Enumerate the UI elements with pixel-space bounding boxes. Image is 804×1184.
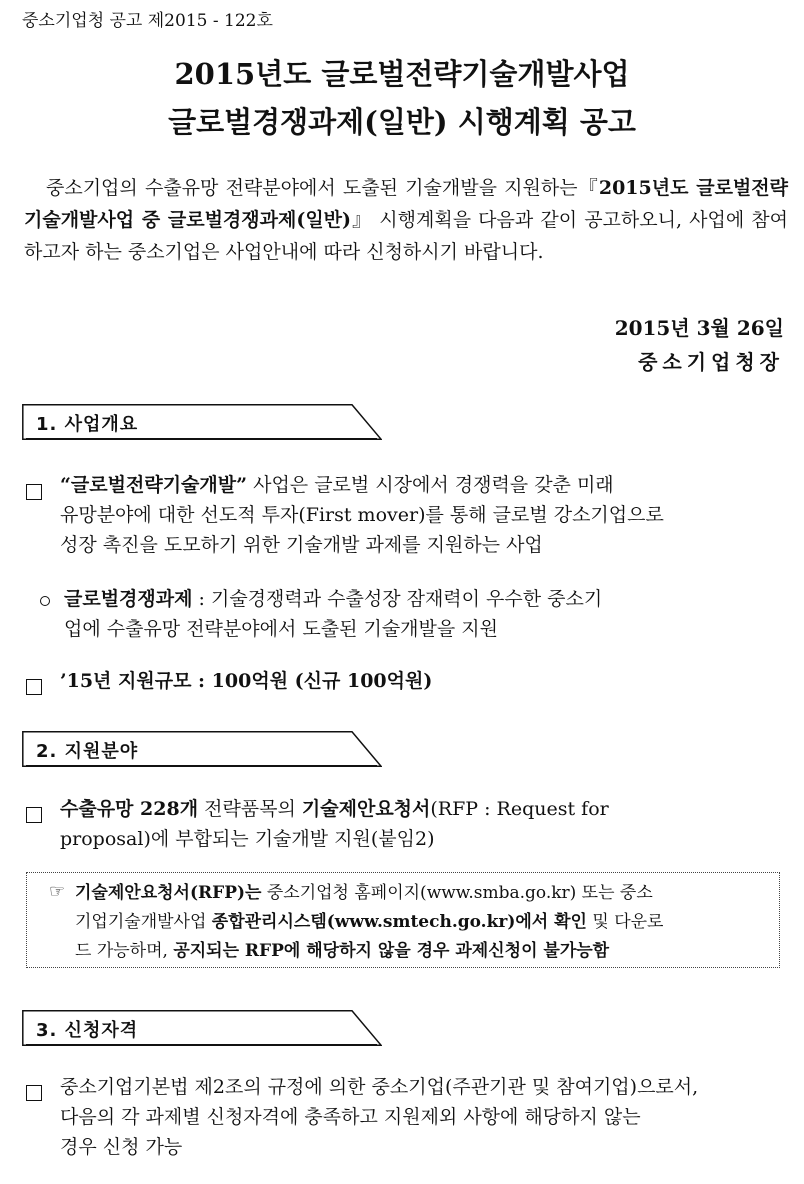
s1-sub-line2: 업에 수출유망 전략분야에서 도출된 기술개발을 지원 [64, 618, 498, 640]
s1-sub-bullet [64, 584, 788, 644]
circle-bullet-icon [40, 596, 50, 606]
s3-line2: 다음의 각 과제별 신청자격에 충족하고 지원제외 사항에 해당하지 않는 [60, 1106, 641, 1128]
s1-b1-line1: 사업은 글로벌 시장에서 경쟁력을 갖춘 미래 [247, 474, 614, 496]
s2-bullet1 [60, 794, 788, 854]
section-label: 1. 사업개요 [36, 414, 139, 435]
section-label: 2. 지원분야 [36, 741, 139, 762]
s2-b1-end: (RFP : Request for [430, 798, 609, 820]
note-line3b: 공지되는 RFP에 해당하지 않을 경우 과제신청이 불가능함 [173, 941, 610, 961]
section-header-2 [22, 731, 382, 767]
note-line3a: 드 가능하며, [75, 941, 174, 961]
s1-bullet1 [60, 470, 788, 560]
pointing-hand-icon: ☞ [49, 881, 66, 902]
s1-sub-line1: : 기술경쟁력과 수출성장 잠재력이 우수한 중소기 [192, 588, 603, 610]
page-title-line1: 2015년도 글로벌전략기술개발사업 [174, 57, 630, 91]
notice-number: 중소기업청 공고 제2015 - 122호 [22, 11, 273, 31]
intro-text-1: 중소기업의 수출유망 전략분야에서 도출된 기술개발을 지원하는『 [46, 177, 599, 199]
note-line2a: 기업기술개발사업 [75, 912, 212, 932]
s1-b1-line2: 유망분야에 대한 선도적 투자(First mover)를 통해 글로벌 강소기업으로 [60, 504, 664, 526]
intro-paragraph [24, 172, 788, 268]
s2-b1-mid: 전략품목의 [198, 798, 302, 820]
s1-b1-line3: 성장 촉진을 도모하기 위한 기술개발 과제를 지원하는 사업 [60, 534, 543, 556]
issuing-org: 중소기업청장 [638, 350, 784, 374]
page-title-line2: 글로벌경쟁과제(일반) 시행계획 공고 [168, 105, 636, 139]
note-line2c: 및 다운로 [586, 912, 664, 932]
intro-text-2: 』 시행계획을 다음과 같이 공고하오니, 사업에 참여하고자 하는 중소기업은 사업안내에 따라 신청하시기 바랍니다. [24, 209, 789, 263]
rfp-notice-box [26, 872, 780, 968]
intro-text-bold: 2015년도 글로벌전략기술개발사업 중 글로벌경쟁과제(일반) [24, 177, 788, 231]
s1-b1-bold: “글로벌전략기술개발” [60, 474, 248, 496]
rfp-notice-text [75, 879, 769, 966]
section-header-3 [22, 1010, 382, 1046]
checkbox-square-icon [26, 484, 42, 500]
s3-line1: 중소기업기본법 제2조의 규정에 의한 중소기업(주관기관 및 참여기업)으로서, [60, 1076, 699, 1098]
s1-sub-bold: 글로벌경쟁과제 [64, 588, 193, 610]
s1-bullet2: ’15년 지원규모 : 100억원 (신규 100억원) [60, 670, 433, 692]
notice-date: 2015년 3월 26일 [614, 316, 784, 340]
note-bold1: 기술제안요청서(RFP)는 [75, 883, 262, 903]
s3-bullet1 [60, 1072, 788, 1162]
s2-b1-bold1: 수출유망 228개 [60, 798, 199, 820]
s3-line3: 경우 신청 가능 [60, 1136, 183, 1158]
checkbox-square-icon [26, 807, 42, 823]
section-header-1 [22, 404, 382, 440]
note-line1: 중소기업청 홈페이지(www.smba.go.kr) 또는 중소 [261, 883, 653, 903]
s2-b1-bold2: 기술제안요청서 [301, 798, 431, 820]
s2-b1-line2: proposal)에 부합되는 기술개발 지원(붙임2) [60, 828, 435, 850]
checkbox-square-icon [26, 679, 42, 695]
section-label: 3. 신청자격 [36, 1020, 139, 1041]
note-line2b: 종합관리시스템(www.smtech.go.kr)에서 확인 [211, 912, 587, 932]
checkbox-square-icon [26, 1085, 42, 1101]
